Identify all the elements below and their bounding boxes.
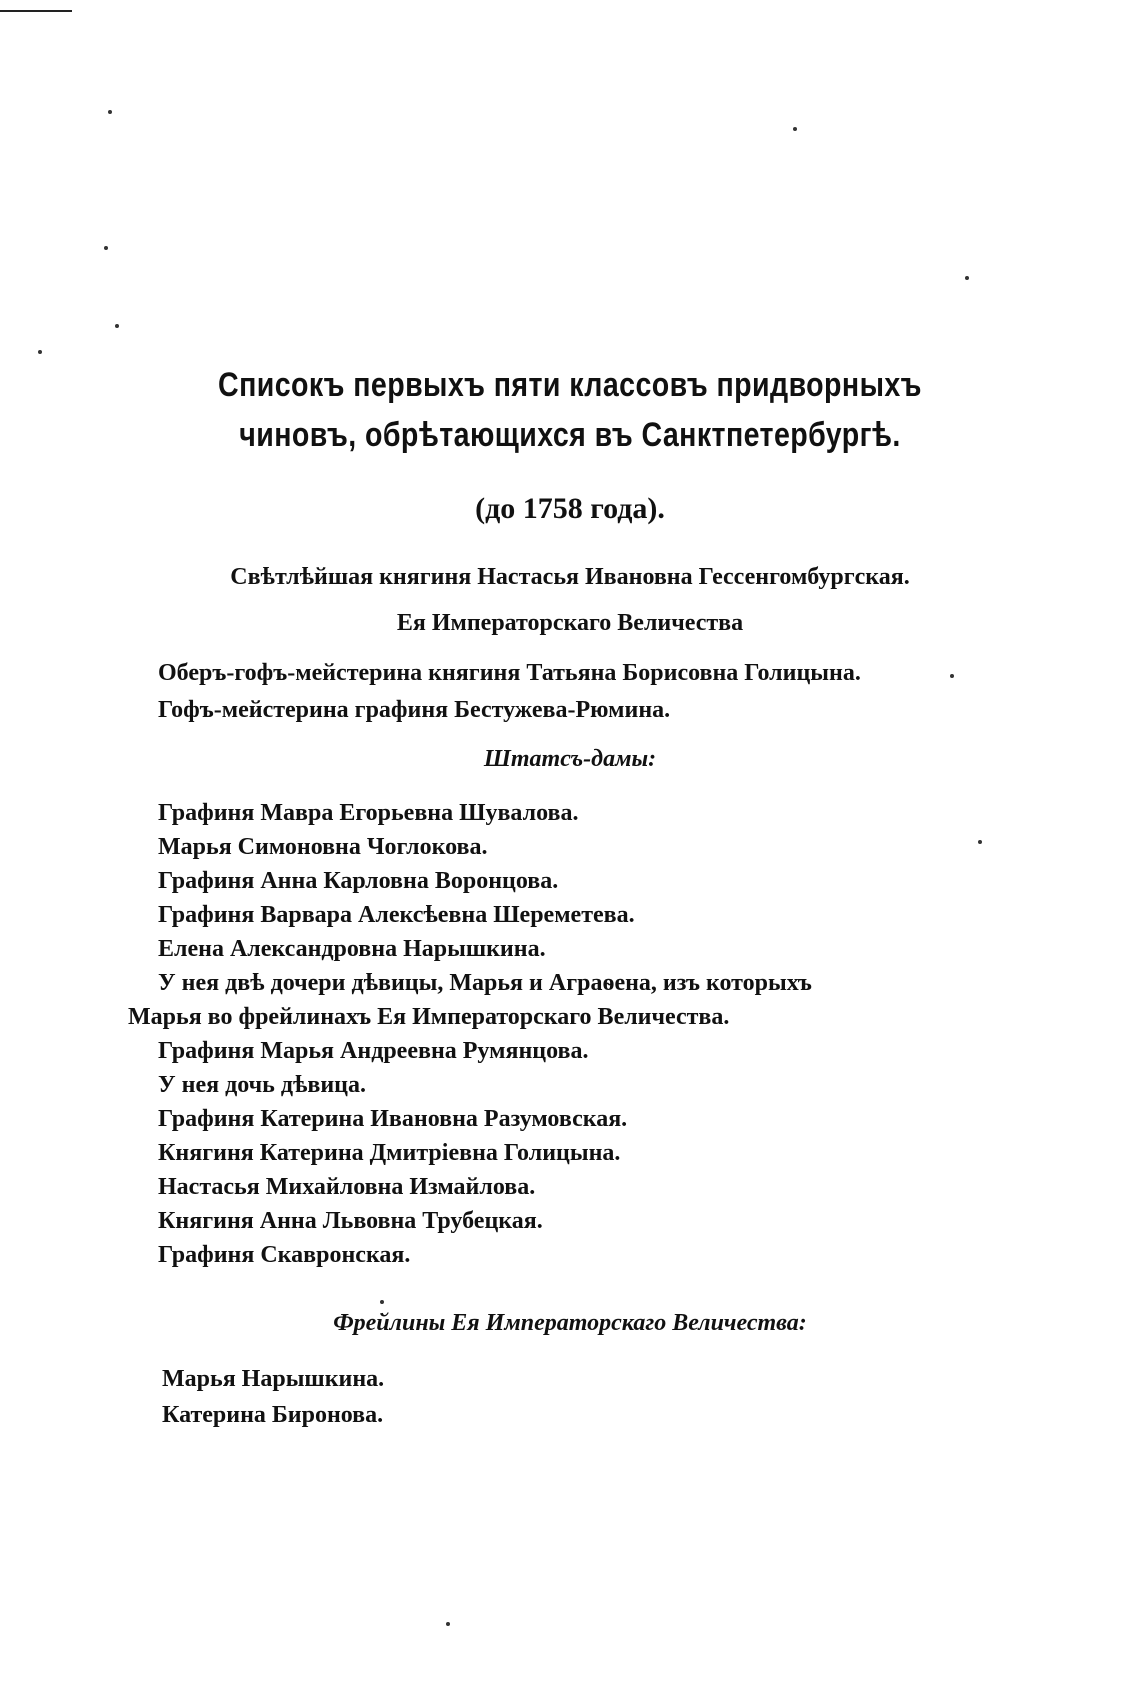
list-item: Графиня Анна Карловна Воронцова. — [158, 868, 559, 894]
scan-speck — [965, 276, 969, 280]
entry-hofmeisterin: Гофъ-мейстерина графиня Бестужева-Рюмина. — [158, 697, 671, 723]
list-item: Марья Симоновна Чоглокова. — [158, 834, 488, 860]
entry-princess-hessen-homburg: Свѣтлѣйшая княгиня Настасья Ивановна Гессенгомбургская. — [230, 564, 910, 590]
scan-speck — [380, 1300, 384, 1304]
page-title-line-1: Списокъ первыхъ пяти классовъ придворныхъ — [218, 366, 922, 404]
list-item: Графиня Мавра Егорьевна Шувалова. — [158, 800, 579, 826]
date-subtitle: (до 1758 года). — [475, 492, 665, 525]
list-item: Графиня Скавронская. — [158, 1242, 411, 1268]
section-heading-maids-of-honour: Фрейлины Ея Императорскаго Величества: — [333, 1310, 807, 1336]
page-title-line-2: чиновъ, обрѣтающихся въ Санктпетербургѣ. — [239, 416, 901, 454]
list-item-continuation: Марья во фрейлинахъ Ея Императорскаго Величества. — [128, 1004, 730, 1030]
list-item: Елена Александровна Нарышкина. — [158, 936, 546, 962]
list-item: У нея дочь дѣвица. — [158, 1072, 366, 1098]
scan-speck — [950, 674, 954, 678]
list-item: Марья Нарышкина. — [162, 1366, 385, 1392]
list-item: Катерина Биронова. — [162, 1402, 384, 1428]
scan-speck — [793, 127, 797, 131]
list-item: Княгиня Анна Львовна Трубецкая. — [158, 1208, 543, 1234]
scan-speck — [115, 324, 119, 328]
scan-speck — [108, 110, 112, 114]
list-item: Настасья Михайловна Измайлова. — [158, 1174, 536, 1200]
list-item: Графиня Варвара Алексѣевна Шереметева. — [158, 902, 635, 928]
list-item: Графиня Катерина Ивановна Разумовская. — [158, 1106, 628, 1132]
entry-ober-hofmeisterin: Оберъ-гофъ-мейстерина княгиня Татьяна Борисовна Голицына. — [158, 660, 861, 686]
scan-speck — [104, 246, 108, 250]
heading-imperial-majesty: Ея Императорскаго Величества — [396, 610, 744, 636]
list-item: У нея двѣ дочери дѣвицы, Марья и Аграѳена, изъ которыхъ — [158, 970, 812, 996]
scan-speck — [38, 350, 42, 354]
list-item: Графиня Марья Андреевна Румянцова. — [158, 1038, 589, 1064]
section-heading-state-ladies: Штатсъ-дамы: — [483, 746, 657, 772]
scan-speck — [978, 840, 982, 844]
scan-speck — [446, 1622, 450, 1626]
top-border-line — [0, 10, 72, 12]
list-item: Княгиня Катерина Дмитріевна Голицына. — [158, 1140, 621, 1166]
